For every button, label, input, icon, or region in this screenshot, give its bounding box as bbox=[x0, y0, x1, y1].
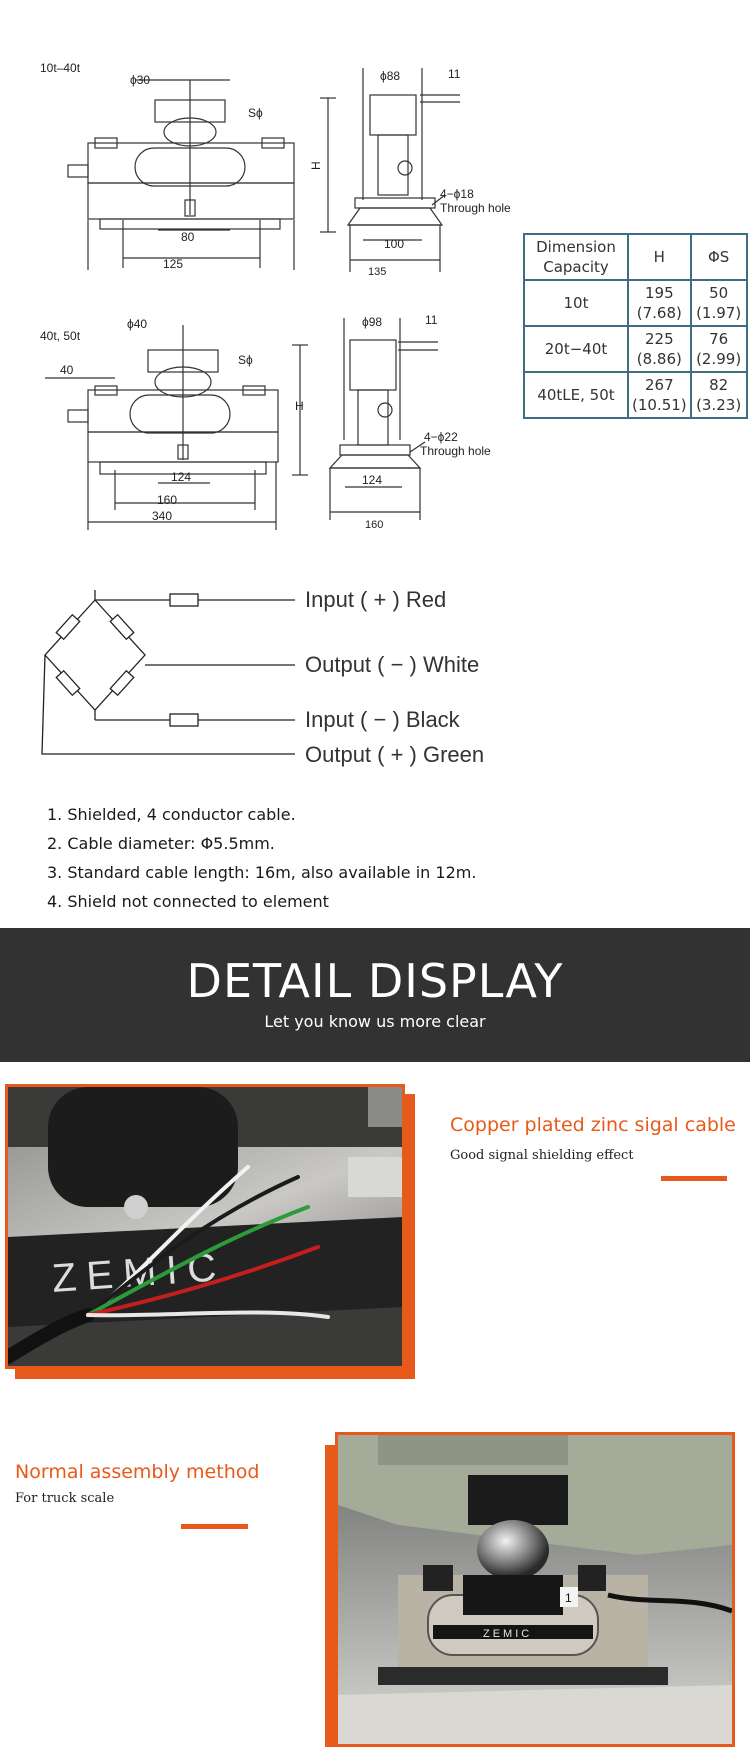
table-cell: H bbox=[628, 234, 691, 280]
cable-photo-image bbox=[8, 1087, 402, 1366]
dim-label: ϕ88 bbox=[380, 69, 401, 83]
banner-title: DETAIL DISPLAY bbox=[186, 954, 564, 1008]
dim-label: H bbox=[309, 161, 323, 170]
dim-label: 100 bbox=[384, 237, 405, 251]
note-item: 4. Shield not connected to element bbox=[47, 892, 329, 911]
detail2-title: Normal assembly method bbox=[15, 1461, 260, 1483]
table-row bbox=[524, 234, 747, 280]
drawing-label-small: 10t–40t bbox=[40, 61, 81, 75]
detail2-subtitle: For truck scale bbox=[15, 1491, 115, 1506]
dim-label: 80 bbox=[181, 230, 195, 244]
table-cell: Dimension Capacity bbox=[524, 234, 628, 280]
table-row bbox=[524, 280, 747, 326]
detail1-title: Copper plated zinc sigal cable bbox=[450, 1114, 736, 1136]
technical-drawings bbox=[0, 0, 520, 545]
dim-label: ϕ30 bbox=[130, 73, 151, 87]
dim-label: 160 bbox=[157, 493, 178, 507]
dim-label: 40 bbox=[60, 363, 74, 377]
dim-label: 135 bbox=[368, 266, 387, 278]
dim-label: H bbox=[295, 399, 304, 413]
assembly-photo bbox=[335, 1432, 735, 1747]
detail2-accent-bar bbox=[181, 1524, 248, 1529]
table-cell: 50 (1.97) bbox=[691, 280, 747, 326]
dim-label: 125 bbox=[163, 257, 184, 271]
table-row bbox=[524, 326, 747, 372]
dim-label: 124 bbox=[362, 473, 383, 487]
spec-notes bbox=[47, 800, 476, 916]
table-cell: 10t bbox=[524, 280, 628, 326]
wire-output-negative: Output ( − ) White bbox=[305, 652, 480, 677]
table-cell: ΦS bbox=[691, 234, 747, 280]
table-cell: 195 (7.68) bbox=[628, 280, 691, 326]
dim-label: 4−ϕ18 bbox=[440, 187, 474, 201]
table-cell: 40tLE, 50t bbox=[524, 372, 628, 418]
table-cell: 225 (8.86) bbox=[628, 326, 691, 372]
dim-label: Sϕ bbox=[248, 106, 263, 120]
dim-label: ϕ98 bbox=[362, 315, 383, 329]
wiring-diagram bbox=[0, 570, 560, 770]
note-item: 2. Cable diameter: Φ5.5mm. bbox=[47, 834, 275, 853]
dim-label: 11 bbox=[425, 313, 438, 327]
cable-photo bbox=[5, 1084, 405, 1369]
table-row bbox=[524, 372, 747, 418]
dimension-table bbox=[523, 233, 748, 419]
dim-label: 4−ϕ22 bbox=[424, 430, 458, 444]
banner-subtitle: Let you know us more clear bbox=[264, 1012, 486, 1031]
small-front-view bbox=[68, 80, 336, 270]
table-cell: 20t−40t bbox=[524, 326, 628, 372]
photo-brand-text: ZEMIC bbox=[483, 1628, 533, 1640]
dim-label: 160 bbox=[365, 519, 384, 531]
dim-label: ϕ40 bbox=[127, 317, 148, 331]
wire-output-positive: Output ( + ) Green bbox=[305, 742, 485, 767]
dim-label: Through hole bbox=[420, 444, 491, 458]
detail-banner bbox=[0, 928, 750, 1062]
wire-input-negative: Input ( − ) Black bbox=[305, 707, 460, 732]
wire-input-positive: Input ( + ) Red bbox=[305, 587, 447, 612]
dim-label: Sϕ bbox=[238, 353, 253, 367]
dim-label: 11 bbox=[448, 67, 461, 81]
table-cell: 267 (10.51) bbox=[628, 372, 691, 418]
table-cell: 76 (2.99) bbox=[691, 326, 747, 372]
assembly-photo-image bbox=[338, 1435, 732, 1747]
dim-label: 124 bbox=[171, 470, 192, 484]
photo-brand-text: ZEMIC bbox=[50, 1244, 228, 1301]
note-item: 1. Shielded, 4 conductor cable. bbox=[47, 805, 296, 824]
drawing-label-large: 40t, 50t bbox=[40, 329, 81, 343]
photo-tag-text: 1 bbox=[565, 1591, 572, 1605]
detail1-accent-bar bbox=[661, 1176, 727, 1181]
dim-label: 340 bbox=[152, 509, 173, 523]
table-cell: 82 (3.23) bbox=[691, 372, 747, 418]
detail1-subtitle: Good signal shielding effect bbox=[450, 1148, 634, 1163]
dim-label: Through hole bbox=[440, 201, 511, 215]
note-item: 3. Standard cable length: 16m, also available in 12m. bbox=[47, 863, 477, 882]
large-side-view bbox=[330, 318, 438, 520]
